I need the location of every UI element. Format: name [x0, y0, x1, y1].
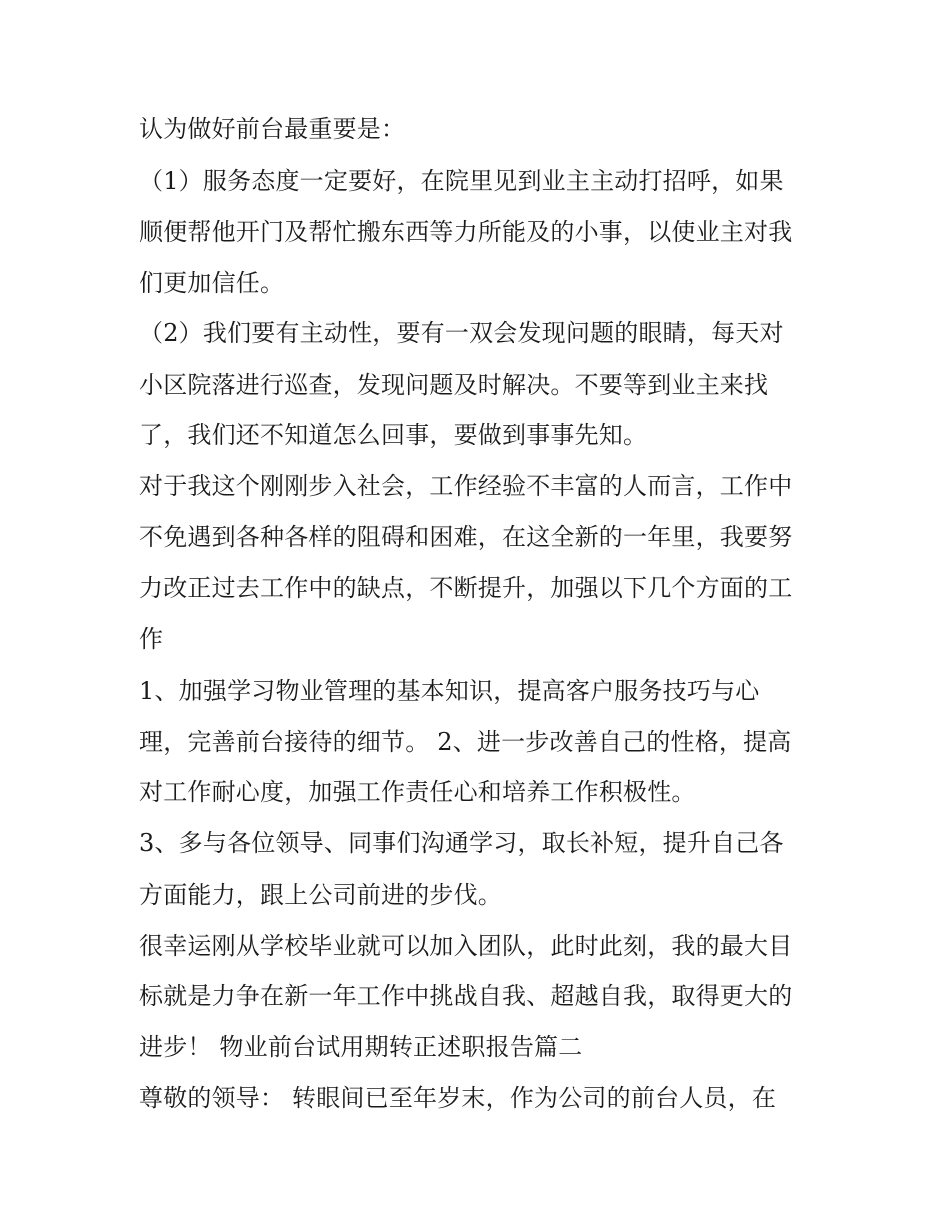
- text-line: 进步！ 物业前台试用期转正述职报告篇二: [139, 1033, 583, 1061]
- text-line: 标就是力争在新一年工作中挑战自我、超越自我，取得更大的: [139, 982, 793, 1010]
- text-line: 们更加信任。: [139, 269, 285, 297]
- text-line: 很幸运刚从学校毕业就可以加入团队，此时此刻，我的最大目: [139, 932, 793, 960]
- text-line: 对工作耐心度，加强工作责任心和培养工作积极性。: [139, 778, 696, 806]
- text-line: （1）服务态度一定要好，在院里见到业主主动打招呼，如果: [139, 167, 784, 195]
- text-line: 小区院落进行巡查，发现问题及时解决。不要等到业主来找: [139, 371, 769, 399]
- text-line: （2）我们要有主动性，要有一双会发现问题的眼睛，每天对: [139, 319, 784, 347]
- text-line: 不免遇到各种各样的阻碍和困难，在这全新的一年里，我要努: [139, 523, 793, 551]
- text-line: 了，我们还不知道怎么回事，要做到事事先知。: [139, 421, 648, 449]
- text-line: 认为做好前台最重要是：: [139, 115, 406, 143]
- text-line: 力改正过去工作中的缺点，不断提升，加强以下几个方面的工: [139, 574, 793, 602]
- text-line: 1、加强学习物业管理的基本知识，提高客户服务技巧与心: [139, 677, 760, 705]
- text-line: 作: [139, 625, 164, 653]
- text-line: 3、多与各位领导、同事们沟通学习，取长补短，提升自己各: [139, 829, 784, 857]
- text-line: 方面能力，跟上公司前进的步伐。: [139, 881, 502, 909]
- text-line: 顺便帮他开门及帮忙搬东西等力所能及的小事，以使业主对我: [139, 218, 793, 246]
- text-line: 理，完善前台接待的细节。 2、进一步改善自己的性格，提高: [139, 728, 792, 756]
- text-line: 对于我这个刚刚步入社会，工作经验不丰富的人而言，工作中: [139, 472, 793, 500]
- text-line: 尊敬的领导： 转眼间已至年岁末，作为公司的前台人员，在: [139, 1084, 777, 1112]
